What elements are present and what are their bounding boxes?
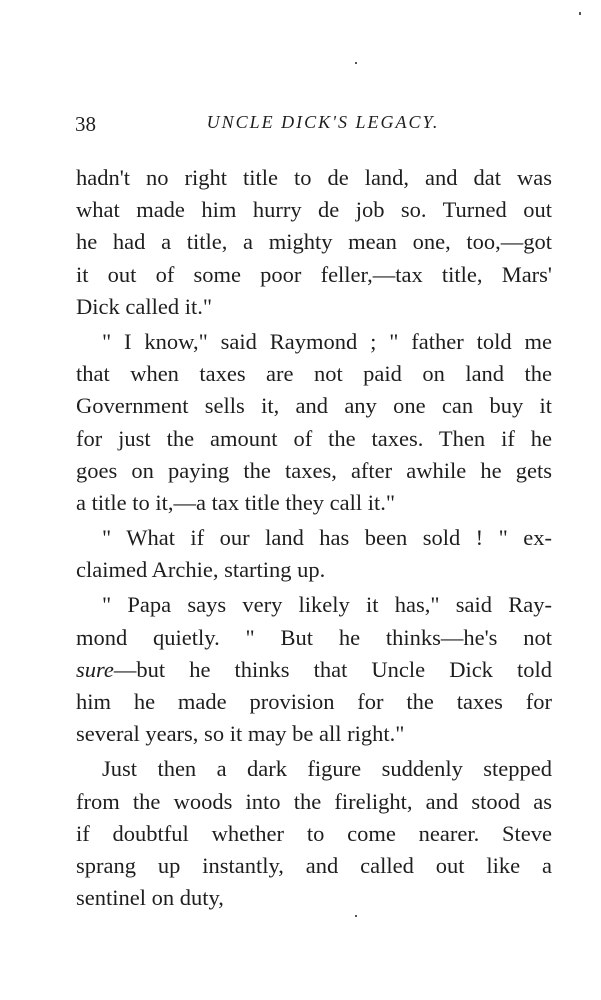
- text-line: for just the amount of the taxes. Then if he: [76, 425, 552, 451]
- text-line: sentinel on duty,: [76, 885, 224, 911]
- text-line: a title to it,—a tax title they call it.": [76, 489, 396, 515]
- paragraph: [76, 522, 552, 586]
- running-title: UNCLE DICK'S LEGACY.: [206, 112, 440, 132]
- text-line: " I know," said Raymond ; " father told me: [102, 328, 552, 354]
- paper-speck: [355, 62, 357, 64]
- text-line: mond quietly. " But he thinks—he's not: [76, 624, 552, 650]
- text-line: several years, so it may be all right.": [76, 721, 405, 747]
- text-line: Government sells it, and any one can buy it: [76, 393, 552, 419]
- text-line: Just then a dark figure suddenly stepped: [102, 756, 552, 782]
- text-line: hadn't no right title to de land, and dat was: [76, 165, 552, 190]
- paper-speck: [355, 915, 357, 917]
- text-line: " What if our land has been sold ! " ex-: [102, 525, 552, 551]
- text-line: it out of some poor feller,—tax title, Mars': [76, 261, 552, 287]
- paragraph: [76, 162, 552, 323]
- text-line: from the woods into the firelight, and stood as: [76, 788, 552, 814]
- text-line: claimed Archie, starting up.: [76, 557, 326, 583]
- page-header: [75, 112, 551, 142]
- page-number: 38: [75, 112, 96, 136]
- text-line: if doubtful whether to come nearer. Steve: [76, 820, 552, 846]
- text-line: that when taxes are not paid on land the: [76, 361, 552, 387]
- paragraph: [76, 326, 552, 519]
- text-line: he had a title, a mighty mean one, too,—got: [76, 229, 552, 255]
- text-line: him he made provision for the taxes for: [76, 689, 552, 714]
- paragraph: [76, 753, 552, 914]
- text-line: " Papa says very likely it has," said Ray-: [102, 592, 552, 618]
- text-line: Dick called it.": [76, 293, 213, 319]
- text-line: what made him hurry de job so. Turned out: [76, 197, 552, 223]
- text-line: goes on paying the taxes, after awhile he gets: [76, 457, 552, 483]
- paper-speck: [579, 12, 581, 15]
- text-line italic-start: sure—but he thinks that Uncle Dick told: [76, 656, 552, 682]
- body-text: [76, 162, 552, 914]
- paragraph: [76, 589, 552, 750]
- text-line: sprang up instantly, and called out like a: [76, 852, 552, 878]
